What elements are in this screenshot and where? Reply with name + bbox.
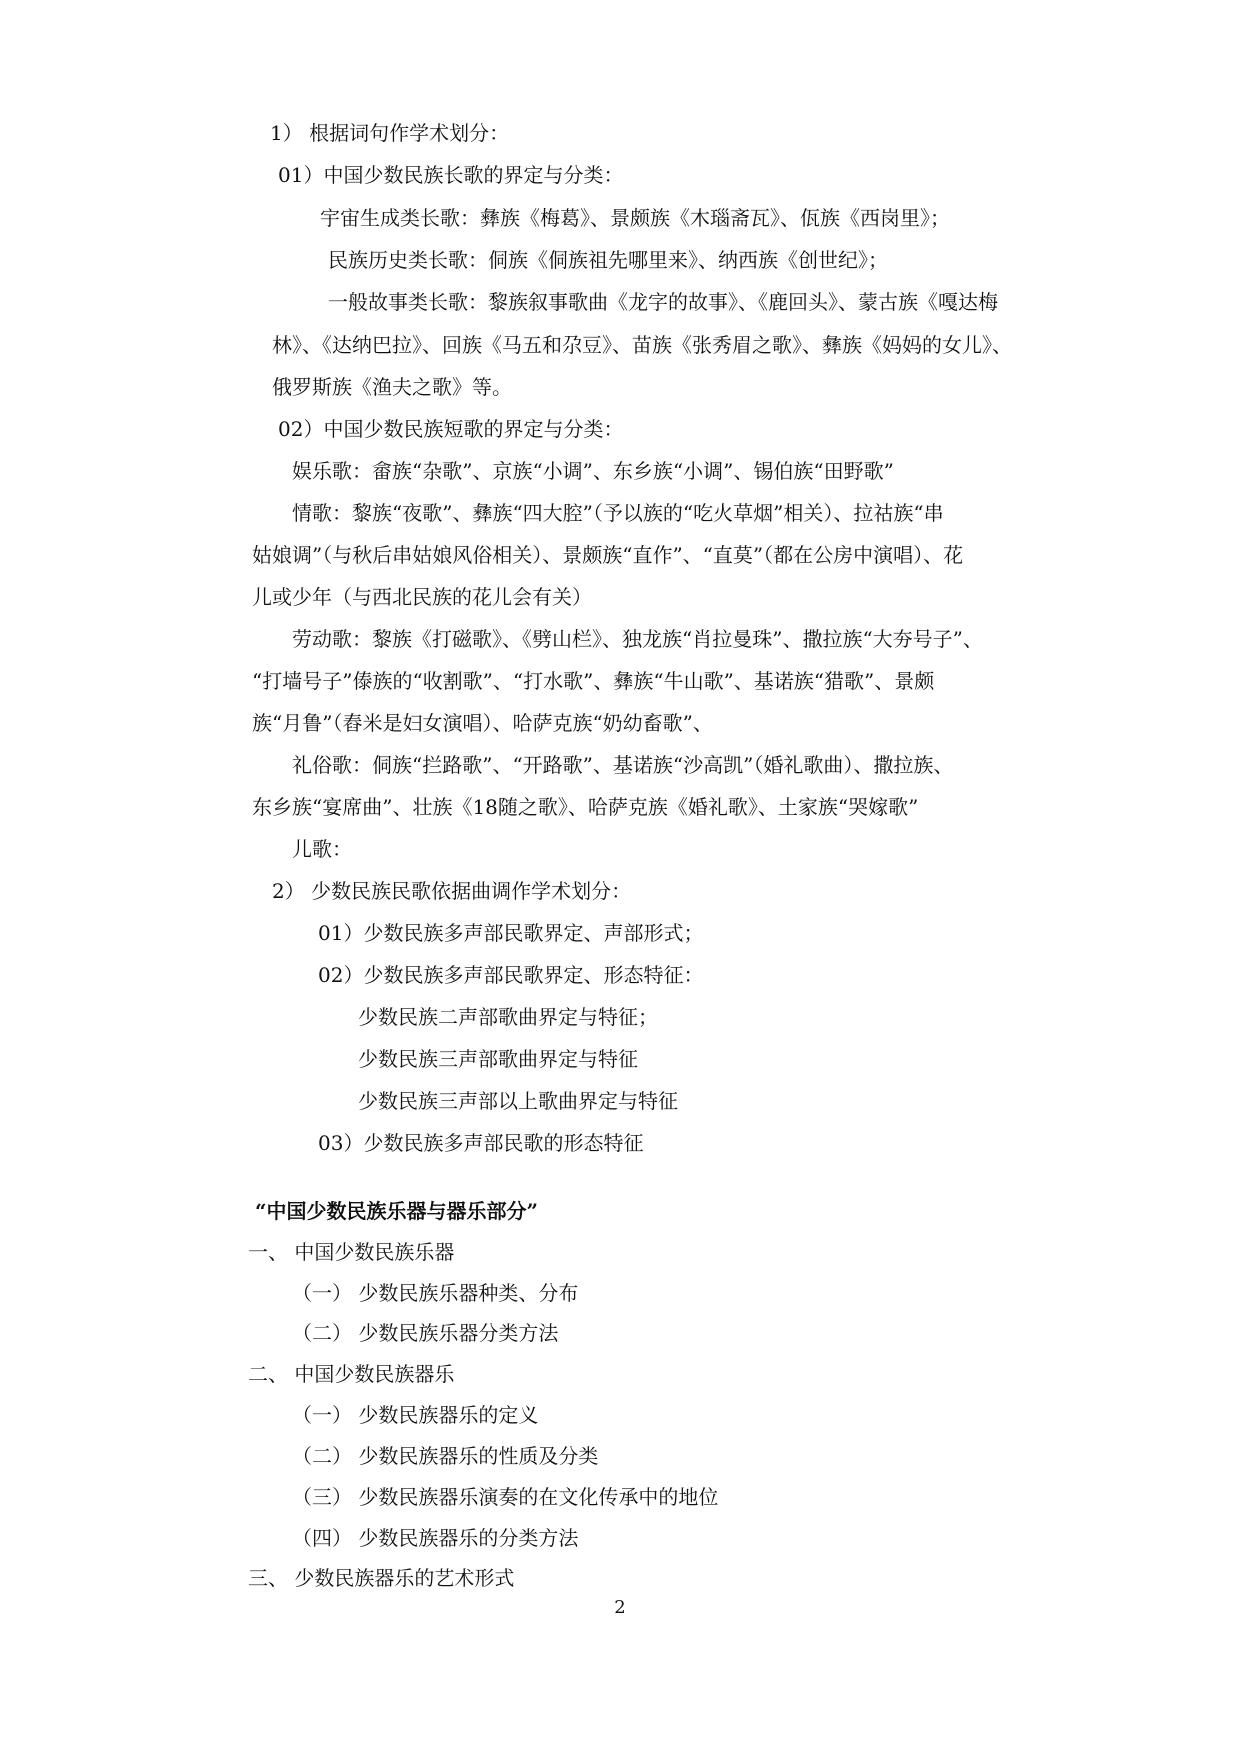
paragraph-line: 民族历史类长歌：侗族《侗族祖先哪里来》、纳西族《创世纪》； [328, 248, 888, 272]
paragraph-line: 儿或少年（与西北民族的花儿会有关） [252, 585, 592, 609]
paragraph-line: 俄罗斯族《渔夫之歌》等。 [272, 375, 512, 399]
paragraph-line: 儿歌： [292, 837, 352, 861]
paragraph-line: 族“月鲁”（舂米是妇女演唱）、哈萨克族“奶幼畜歌”、 [252, 711, 713, 735]
paragraph-line: 东乡族“宴席曲”、壮族《18随之歌》、哈萨克族《婚礼歌》、土家族“哭嫁歌” [252, 795, 919, 819]
list-item: （二） 少数民族器乐的性质及分类 [292, 1444, 599, 1468]
subsection-heading: 03）少数民族多声部民歌的形态特征 [318, 1131, 644, 1155]
paragraph-line: 劳动歌：黎族《打磁歌》、《劈山栏》、独龙族“肖拉曼珠”、撒拉族“大夯号子”、 [292, 627, 983, 651]
paragraph-line: 宇宙生成类长歌：彝族《梅葛》、景颇族《木瑙斋瓦》、佤族《西岗里》； [320, 206, 950, 230]
list-item: （三） 少数民族器乐演奏的在文化传承中的地位 [292, 1485, 719, 1509]
paragraph-line: 一般故事类长歌：黎族叙事歌曲《龙字的故事》、《鹿回头》、蒙古族《嘎达梅 [328, 290, 998, 314]
list-item: （一） 少数民族器乐的定义 [292, 1403, 539, 1427]
subsection-heading: 01）中国少数民族长歌的界定与分类： [278, 163, 624, 187]
section-heading: 2） 少数民族民歌依据曲调作学术划分： [272, 879, 632, 903]
paragraph-line: 姑娘调”（与秋后串姑娘风俗相关）、景颇族“直作”、“直莫”（都在公房中演唱）、花 [252, 543, 964, 567]
subsection-heading: 01）少数民族多声部民歌界定、声部形式； [318, 921, 704, 945]
paragraph-line: 少数民族三声部以上歌曲界定与特征 [358, 1089, 678, 1113]
subsection-heading: 02）少数民族多声部民歌界定、形态特征： [318, 963, 704, 987]
paragraph-line: “打墙号子”傣族的“收割歌”、“打水歌”、彝族“牛山歌”、基诺族“猎歌”、景颇 [252, 669, 935, 693]
list-item: （一） 少数民族乐器种类、分布 [292, 1281, 579, 1305]
paragraph-line: 少数民族二声部歌曲界定与特征； [358, 1005, 658, 1029]
paragraph-line: 少数民族三声部歌曲界定与特征 [358, 1047, 638, 1071]
chapter-heading: 二、 中国少数民族器乐 [248, 1362, 455, 1386]
paragraph-line: 礼俗歌：侗族“拦路歌”、“开路歌”、基诺族“沙高凯”（婚礼歌曲）、撒拉族、 [292, 753, 954, 777]
list-item: （四） 少数民族器乐的分类方法 [292, 1526, 579, 1550]
page-number: 2 [614, 1597, 626, 1618]
section-heading: 1） 根据词句作学术划分： [270, 121, 510, 145]
subsection-heading: 02）中国少数民族短歌的界定与分类： [278, 417, 624, 441]
paragraph-line: 情歌：黎族“夜歌”、彝族“四大腔”（予以族的“吃火草烟”相关）、拉祜族“串 [292, 501, 944, 525]
paragraph-line: 娱乐歌：畲族“杂歌”、京族“小调”、东乡族“小调”、锡伯族“田野歌” [292, 459, 894, 483]
paragraph-line: 林》、《达纳巴拉》、回族《马五和尕豆》、苗族《张秀眉之歌》、彝族《妈妈的女儿》、 [272, 333, 1012, 357]
part-title: “中国少数民族乐器与器乐部分” [255, 1199, 539, 1223]
chapter-heading: 三、 少数民族器乐的艺术形式 [248, 1566, 515, 1590]
chapter-heading: 一、 中国少数民族乐器 [248, 1240, 455, 1264]
list-item: （二） 少数民族乐器分类方法 [292, 1321, 559, 1345]
